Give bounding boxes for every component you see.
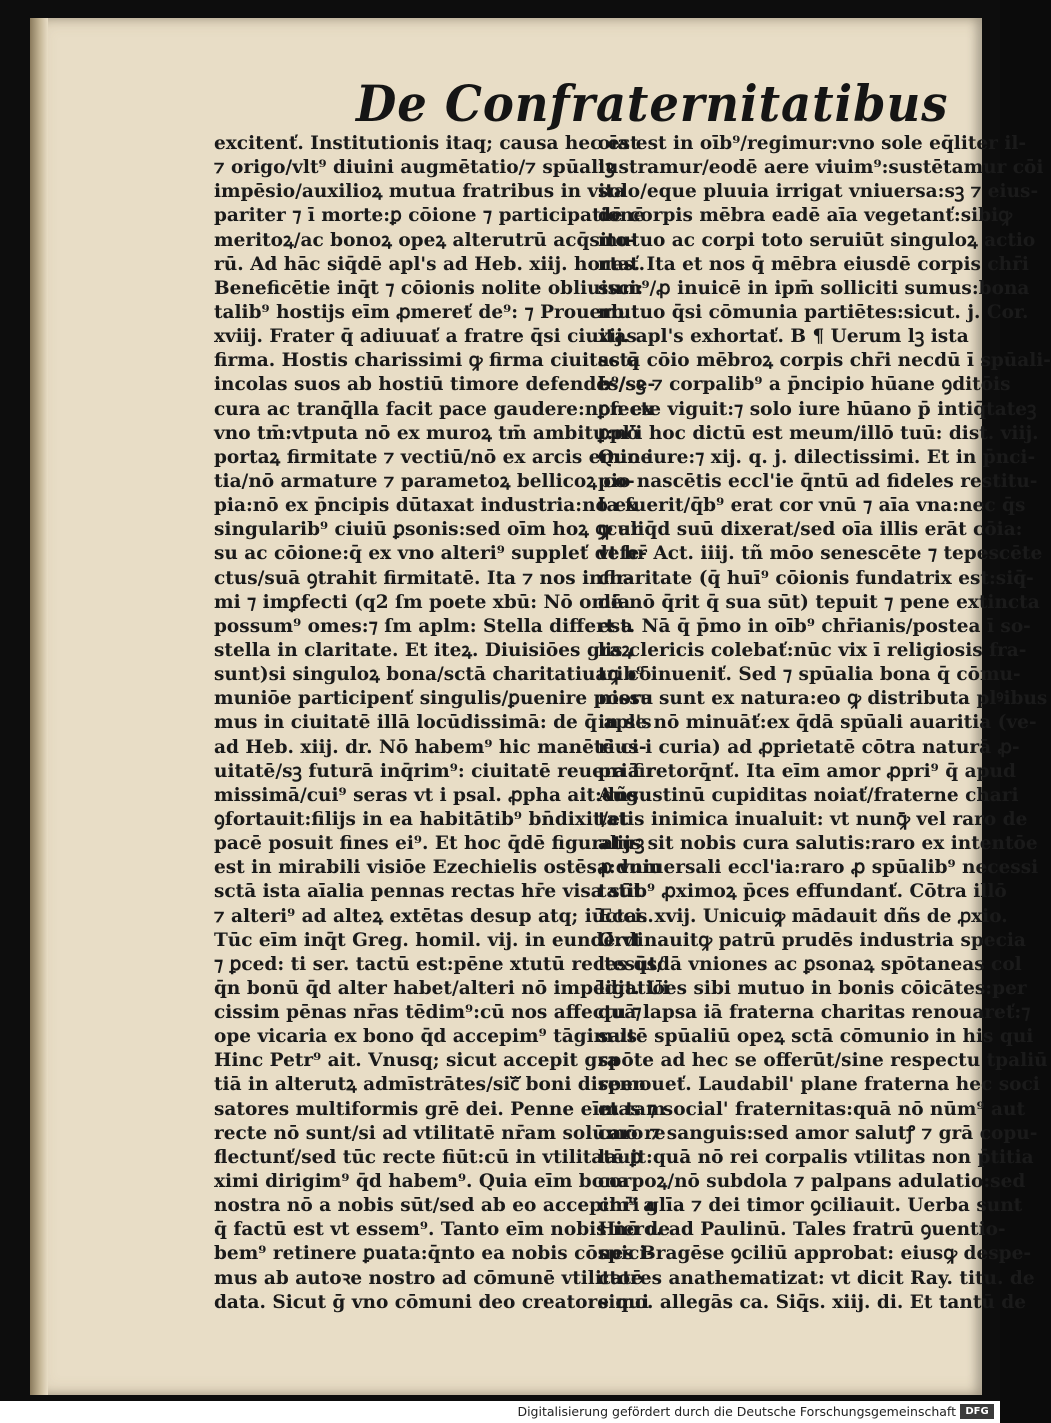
left-column-line: meritoꝝ/ac bonoꝝ opeꝝ alterutrū acq̄sito-	[214, 229, 636, 251]
right-column-line: nes. Ita et nos q̄ mēbra eiusdē corpis chr̄i	[598, 253, 1029, 275]
left-column-line: est in mirabili visiōe Ezechielis ostēsa:dum	[214, 857, 662, 879]
left-column-line: ꝯfortauit:filijs in ea habitātib⁹ bn̄dixit/et	[214, 808, 629, 830]
right-column-line: oīa est in oīb⁹/regimur:vno sole eq̄liter il-	[598, 133, 1027, 154]
left-column-line: pariter ⁊ ī morte:ꝑ cōione ⁊ participationē	[214, 205, 646, 227]
right-column-line: sum⁹/ꝓ inuicē in ipm̄ solliciti sumus:bona	[598, 277, 1030, 299]
left-column-line: ctus/suā ꝯtrahit firmitatē. Ita ⁊ nos infir-	[214, 567, 634, 589]
left-column-line: uitatē/sꝫ futurā inq̄rim⁹: ciuitatē reuera fir	[214, 760, 656, 782]
left-column-line: missimā/cui⁹ seras vt i psal. ꝓpha ait:dñs	[214, 784, 639, 806]
left-column-line: singularib⁹ ciuiū ꝑsonis:sed oīm hoꝝ ꝯcur	[214, 519, 641, 541]
left-column-line: nostra nō a nobis sūt/sed ab eo accepim⁹ a	[214, 1195, 656, 1217]
right-column-line: ꝓ vniuersali eccl'ia:raro ꝓ spūalib⁹ necessi	[598, 857, 1039, 879]
left-column-line: incolas suos ab hostiū timore defendēs/se-	[214, 374, 656, 396]
left-column-line: pacē posuit fines ei⁹. Et hoc q̄dē figuratuꝫ	[214, 833, 645, 855]
right-column-line: vt hr̄ Act. iiij. tñ mōo senescēte ⁊ tepescēte	[598, 543, 1043, 565]
right-column-line: lauit:quā nō rei corpalis vtilitas non p̄titia	[598, 1146, 1034, 1168]
left-column-line: possum⁹ omes:⁊ ſm aplm: Stella differt a	[214, 615, 633, 637]
right-column-line: niora sunt ex natura:eo ꝙ distributa plꝰibus	[598, 688, 1048, 710]
left-column-line: sunt)si singuloꝝ bona/sctā charitatiuaꝙ cō	[214, 664, 652, 686]
left-column-line: data. Sicut ḡ vno cōmuni deo creatore qui	[214, 1291, 649, 1313]
left-column-line: tiā in alterutꝝ admīstrātes/sicᷓ boni dispen	[214, 1074, 647, 1096]
left-column-line: impēsio/auxilioꝝ mutua fratribus in vita	[214, 181, 626, 203]
right-column-line: dē corpis mēbra eadē aīa vegetanť:sibiꝙ	[598, 205, 1013, 227]
left-column-line: ad Heb. xiij. dr. Nō habem⁹ hic manētē ci-	[214, 736, 647, 758]
right-column-line: ctores anathematizat: vt dicit Ray. titu. de	[598, 1267, 1035, 1289]
right-column-line: mutuo ac corpi toto seruiūt singuloꝝ actio	[598, 229, 1036, 251]
right-column-line: in se nō minuāť:ex q̄dā spūali auaritia (ve-	[598, 712, 1037, 734]
right-column-line: rius i curia) ad ꝓprietatē cōtra naturā ꝓ-	[598, 736, 1020, 758]
left-column-line: ope vicaria ex bono q̄d accepim⁹ tāgimus	[214, 1026, 638, 1048]
left-column-line: q̄n bonū q̄d alter habet/alteri nō impēdit. Ui	[214, 977, 670, 999]
right-column-line: trib⁹ inueniť. Sed ⁊ spūalia bona q̄ cōmu-	[598, 664, 1021, 686]
left-column-line: Hinc Petr⁹ ait. Vnusq; sicut accepit gra	[214, 1050, 620, 1072]
right-column-line: nes Bragēse ꝯciliū approbat: eiusꝙ despe-	[598, 1243, 1032, 1265]
right-column-line: spōte ad hec se offerūt/sine respectu tpaliū	[598, 1050, 1048, 1072]
right-column-line: lis clericis colebať:nūc vix ī religiosis fra-	[598, 639, 1027, 661]
left-column-line: flectunť/sed tūc recte fiūt:cū in vtilitatē ꝑ	[214, 1146, 642, 1168]
right-column-line: ꝑfecte viguit:⁊ solo iure hūano p̄ intiq̄tateꝫ	[598, 398, 1037, 420]
right-column-line: les q̄sdā vniones ac ꝑsonaꝝ spōtaneas col	[598, 953, 1022, 975]
right-column-line: sctā cōio mēbroꝝ corpis chr̄i necdū ī spūali-	[598, 350, 1051, 372]
dfg-logo: DFG	[960, 1404, 994, 1419]
left-column-line: Tūc eīm inq̄t Greg. homil. vij. in eundē:vt	[214, 929, 642, 951]
left-column-line: recte nō sunt/si ad vtilitatē nr̄am solūmō re	[214, 1122, 666, 1144]
left-column-line: ⁊ alteri⁹ ad alteꝝ extētas desup atq; iūctas.	[214, 905, 654, 927]
right-column-line: ligatiōes sibi mutuo in bonis cōicātes:per	[598, 977, 1027, 999]
left-column-line: talib⁹ hostijs eīm ꝓmereť de⁹: ⁊ Prouerb.	[214, 301, 631, 323]
footer-credit: Digitalisierung gefördert durch die Deutsche Forschungsgemeinschaft	[517, 1404, 956, 1419]
right-column-line: b⁹/sꝫ ⁊ corpalib⁹ a p̄ncipio hūane ꝯditōis	[598, 374, 1011, 396]
right-column-line: quā lapsa iā fraterna charitas renouareť:⁊	[598, 1002, 1031, 1024]
left-column-line: cissim pēnas nr̄as tēdim⁹:cū nos affectu ⁊	[214, 1002, 642, 1024]
right-column-line: simo. allegās ca. Siq̄s. xiij. di. Et tantū de	[598, 1291, 1026, 1313]
right-text-column	[598, 132, 1051, 1315]
right-column-line: ꝑpl'i hoc dictū est meum/illō tuū: dist. viij.	[598, 422, 1039, 444]
right-column-line: Ordinauitꝙ patrū prudēs industria specia	[598, 929, 1026, 951]
right-column-line: ꝙ aliq̄d suū dixerat/sed oīa illis erāt cōia:	[598, 519, 1023, 541]
left-column-line: ⁊ origo/vlt⁹ diuini augmētatio/⁊ spūaliꝫ	[214, 157, 615, 179]
right-column-line: Augustinū cupiditas noiať/fraterne chari	[598, 784, 1019, 806]
left-column-line: muniōe participenť singulis/ꝑuenire possu	[214, 688, 654, 710]
right-column-line: remoueť. Laudabil' plane fraterna hec soci	[598, 1074, 1040, 1096]
left-column-line: Beneficētie inq̄t ⁊ cōionis nolite obliuisci:	[214, 277, 644, 299]
right-column-line: dē nō q̄rit q̄ sua sūt) tepuit ⁊ pene extincta	[598, 591, 1040, 613]
right-column-line: caro ⁊ sanguis:sed amor salutꝭ ⁊ grā copu-	[598, 1122, 1038, 1144]
left-column-line: ⁊ ꝑced: ti ser. tactū est:pēne xtutū rectesūt/	[214, 953, 664, 975]
right-column-line: xij. apl's exhortať. B ¶ Uerum lꝫ ista	[598, 326, 969, 348]
right-column-line: solo/eque pluuia irrigat vniuersa:sꝫ ⁊ eius-	[598, 181, 1039, 203]
right-column-line: saltē spūaliū opeꝝ sctā cōmunio in his qui	[598, 1026, 1034, 1048]
left-column-line: firma. Hostis charissimi ꝙ firma ciuitas q̄	[214, 350, 640, 372]
right-column-line: alijs sit nobis cura salutis:raro ex intentōe	[598, 833, 1038, 855]
left-column-line: stella in claritate. Et iteꝝ. Diuisiōes graꝝ	[214, 639, 633, 661]
right-column-line: chr̄i glīa ⁊ dei timor ꝯciliauit. Uerba sunt	[598, 1195, 1023, 1217]
left-column-line: vno tm̄:vtputa nō ex muroꝝ tm̄ ambitu:nō	[214, 422, 640, 444]
left-text-column	[214, 132, 670, 1315]
left-column-line: mus ab autoꝛe nostro ad cōmunē vtilitatē	[214, 1267, 643, 1289]
right-column-line: corpoꝝ/nō subdola ⁊ palpans adulatio:sed	[598, 1171, 1026, 1193]
right-column-line: Quo iure:⁊ xij. q. j. dilectissimi. Et in p̄nci-	[598, 446, 1036, 468]
right-column-line: tatis inimica inualuit: vt nunꝙ̄ vel raro de	[598, 808, 1028, 830]
digitization-footer	[0, 1401, 1000, 1423]
left-column-line: portaꝝ firmitate ⁊ vectiū/nō ex arcis emine	[214, 446, 653, 468]
left-column-line: tia/nō armature ⁊ parametoꝝ bellicoꝝ co-	[214, 470, 635, 492]
right-column-line: tatib⁹ ꝓximoꝝ p̄ces effundanť. Cōtra illō	[598, 881, 1007, 903]
right-column-line: mutuo q̄si cōmunia partiētes:sicut. j. Cor.	[598, 301, 1029, 323]
left-column-line: mus in ciuitatē illā locūdissimā: de q̄ apl's	[214, 712, 652, 734]
left-column-line: sctā ista aīalia pennas rectas hr̄e visa sūt	[214, 881, 642, 903]
left-column-line: q̄ factū est vt essem⁹. Tanto eīm nobis nō de	[214, 1219, 670, 1241]
right-column-line: pio nascētis eccl'ie q̄ntū ad fideles restitu-	[598, 470, 1038, 492]
page-gutter-shadow	[30, 18, 48, 1395]
right-column-line: priā retorq̄nť. Ita eīm amor ꝓpri⁹ q̄ apud	[598, 760, 1016, 782]
right-column-line: Hiero. ad Paulinū. Tales fratrū ꝯuentio-	[598, 1219, 1006, 1241]
left-column-line: rū. Ad hāc siq̄dē apl's ad Heb. xiij. hortať.	[214, 253, 646, 275]
right-column-line: etas ⁊ social' fraternitas:quā nō nūm⁹ aut	[598, 1098, 1026, 1120]
right-column-line: ta fuerit/q̄b⁹ erat cor vnū ⁊ aīa vna:nec q̄s	[598, 495, 1026, 517]
left-column-line: xviij. Frater q̄ adiuuať a fratre q̄si ciuitas	[214, 326, 637, 348]
left-column-line: ximi dirigim⁹ q̄d habem⁹. Quia eīm bona	[214, 1171, 630, 1193]
left-column-line: mi ⁊ imꝑfecti (q2 ſm poete xbū: Nō omia	[214, 591, 631, 613]
right-column-line: Ecci. xvij. Unicuiꝙ mādauit dñs de ꝓxio.	[598, 905, 1008, 927]
right-column-line: charitate (q̄ huī⁹ cōionis fundatrix est:siq̄-	[598, 567, 1034, 589]
left-column-line: excitenť. Institutionis itaq; causa hec est	[214, 133, 639, 154]
right-column-line: lustramur/eodē aere viuim⁹:sustētamur cōi	[598, 157, 1044, 179]
right-column-line: est. Nā q̄ p̄mo in oīb⁹ chr̄ianis/postea ī so-	[598, 615, 1031, 637]
left-column-line: su ac cōione:q̄ ex vno alteri⁹ suppleť defe-	[214, 543, 647, 565]
running-head: De Confraternitatibus	[356, 74, 949, 133]
left-column-line: cura ac tranq̄lla facit pace gaudere:non ex	[214, 398, 654, 420]
left-column-line: pia:nō ex p̄ncipis dūtaxat industria:nō ex	[214, 495, 638, 517]
left-column-line: bem⁹ retinere ꝑuata:q̄nto ea nobis cōspici-	[214, 1243, 655, 1265]
left-column-line: satores multiformis grē dei. Penne eīm tam	[214, 1098, 666, 1120]
